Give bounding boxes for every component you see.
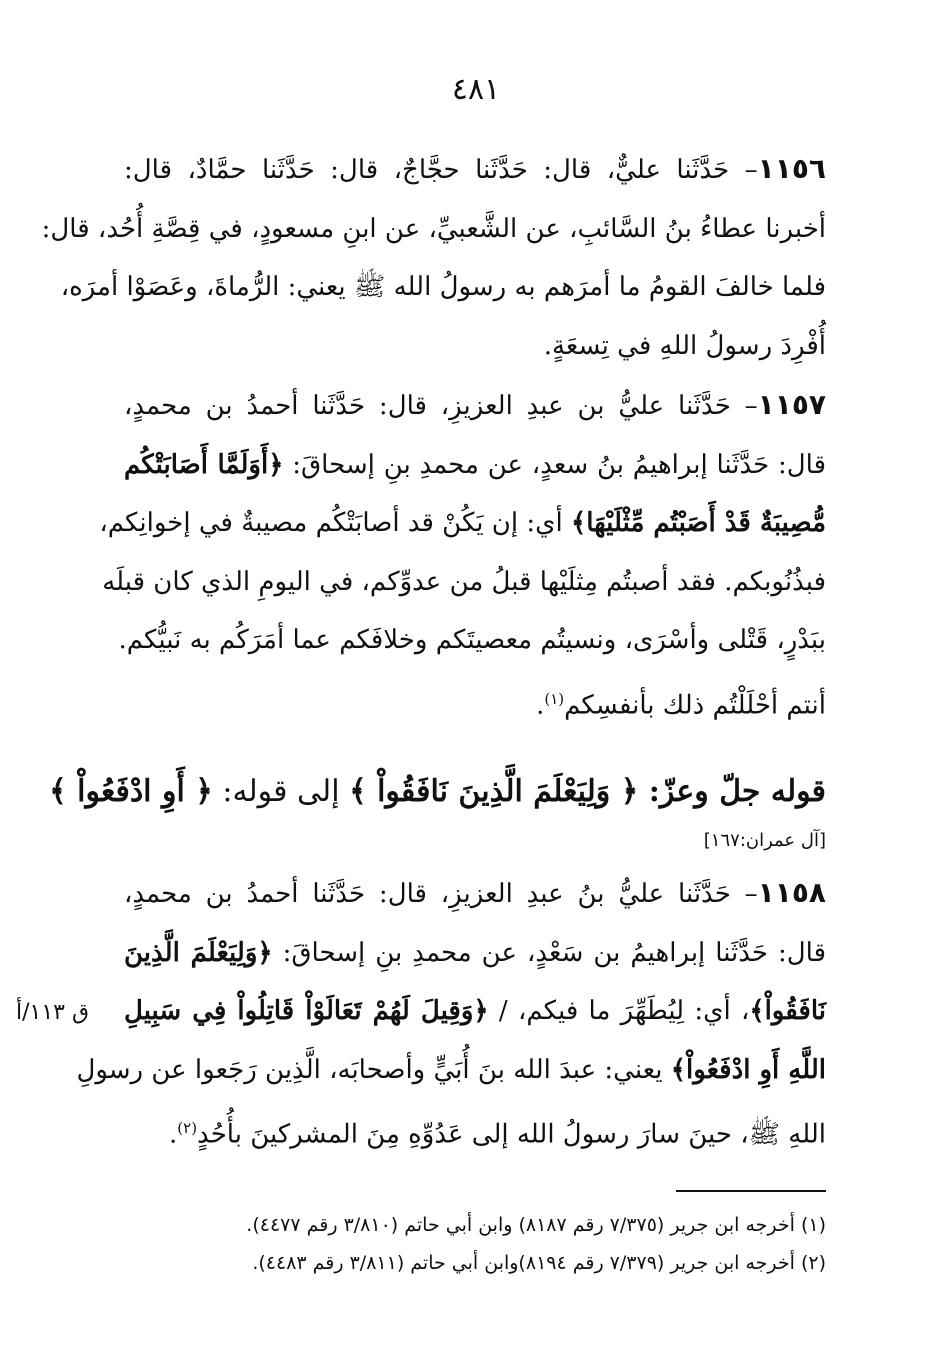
hadith-text-end: . [536,690,545,721]
hadith-1158-line-1 [124,864,826,924]
hadith-number: ١١٥٧ [757,388,826,421]
quran-quote: اللَّهِ أَوِ ادْفَعُواْ﴾ [670,1054,826,1085]
hadith-1158-line-3 [124,982,826,1041]
hadith-text: أي: إن يَكُنْ قد أصابَتْكُم مصيبةٌ في إخوانِكم، [99,508,571,539]
hadith-text: قال: حَدَّثَنا إبراهيمُ بن سَعْدٍ، عن محمدِ بنِ إسحاقَ: [272,937,826,968]
section-heading [49,762,826,822]
hadith-1157-line-4: فبذُنُوبكم. فقد أصبتُم مِثلَيْها قبلُ من عدوِّكم، في اليومِ الذي كان قبلَه [102,566,826,597]
hadith-1157-line-5: ببَدْرٍ، قَتْلى وأسْرَى، ونسيتُم معصيتَكم وخلافَكم عما أمَرَكُم به نَبيُّكم. [118,625,826,656]
footnotes [124,1206,826,1282]
quran-quote: نَافَقُواْ﴾ [749,996,826,1027]
hadith-1156-line-3: فلما خالفَ القومُ ما أمرَهم به رسولُ الله ﷺ يعني: الرُّماةَ، وعَصَوْا أمرَه، [60,272,826,303]
quran-quote: مُّصِيبَةٌ قَدْ أَصَبْتُم مِّثْلَيْهَا﴾ [571,508,826,539]
hadith-text: – حَدَّثَنا عليٌّ، قال: حَدَّثَنا حجَّاجٌ، قال: حَدَّثَنا حمَّادٌ، قال: [124,155,758,185]
hadith-text: ، أي: لِيُطَهِّرَ ما فيكم، / [488,996,750,1027]
hadith-1156-line-4: أُفْرِدَ رسولُ اللهِ في تِسعَةٍ. [543,330,826,361]
hadith-1158-line-5 [124,1099,826,1164]
hadith-text: قال: حَدَّثَنا إبراهيمُ بنُ سعدٍ، عن محمدِ بنِ إسحاقَ: [283,449,826,480]
hadith-1156 [41,140,826,375]
footnote-marker: (١) [544,689,565,708]
heading-middle: إلى قوله: [212,774,350,809]
hadith-1157-line-1 [124,376,826,436]
hadith-text: أنتم أحْلَلْتُم ذلك بأنفسِكم [564,690,826,721]
hadith-1158 [76,864,826,1165]
hadith-1156-line-2: أخبرنا عطاءُ بنُ السَّائبِ، عن الشَّعبيِّ، عن ابنِ مسعودٍ، في قِصَّةِ أُحُد، قال: [41,213,826,244]
page-number: ٤٨١ [451,72,501,107]
verse-reference: [آل عمران:١٦٧] [703,830,826,851]
footnote-1: (١) أخرجه ابن جرير (٧/٣٧٥ رقم ٨١٨٧) وابن أبي حاتم (٣/٨١٠ رقم ٤٤٧٧). [246,1214,826,1236]
hadith-1157-line-6 [124,670,826,735]
hadith-text: يعني: عبدَ الله بنَ أُبَيٍّ وأصحابَه، الَّذِين رَجَعوا عن رسولِ [76,1054,671,1085]
hadith-1157-line-2 [124,436,826,495]
hadith-number: ١١٥٨ [757,876,826,909]
hadith-1158-line-4 [76,1041,826,1100]
heading-quran-1: ﴿ وَلِيَعْلَمَ الَّذِينَ نَافَقُواْ ﴾ [349,774,639,809]
hadith-1157-line-3 [99,494,826,553]
quran-quote: ﴿أَوَلَمَّا أَصَابَتْكُم [124,449,284,480]
footnote-marker: (٢) [177,1119,198,1138]
heading-prefix: قوله جلّ وعزّ: [638,774,826,809]
footnote-divider [676,1190,826,1192]
hadith-1158-line-2 [124,924,826,983]
hadith-text-end: . [169,1120,178,1151]
quran-quote: ﴿وَلِيَعْلَمَ الَّذِينَ [124,937,273,968]
quran-quote: ﴿وَقِيلَ لَهُمْ تَعَالَوْاْ قَاتِلُواْ فِي سَبِيلِ [124,996,489,1027]
hadith-number: ١١٥٦ [757,152,826,185]
manuscript-folio-note: ق ١١٣/أ [16,1000,90,1025]
heading-quran-2: ﴿ أَوِ ادْفَعُواْ ﴾ [49,774,213,809]
hadith-1156-line-1 [124,140,826,200]
hadith-text: اللهِ ﷺ، حينَ سارَ رسولُ الله إلى عَدُوِّهِ مِنَ المشركينَ بأُحُدٍ [197,1120,826,1151]
footnote-2: (٢) أخرجه ابن جرير (٧/٣٧٩ رقم ٨١٩٤)وابن أبي حاتم (٣/٨١١ رقم ٤٤٨٣). [252,1252,826,1274]
hadith-text: – حَدَّثَنا عليُّ بن عبدِ العزيزِ، قال: حَدَّثَنا أحمدُ بن محمدٍ، [124,391,758,421]
hadith-text: – حَدَّثَنا عليُّ بنُ عبدِ العزيزِ، قال: حَدَّثَنا أحمدُ بن محمدٍ، [124,879,758,909]
hadith-1157 [99,376,826,735]
